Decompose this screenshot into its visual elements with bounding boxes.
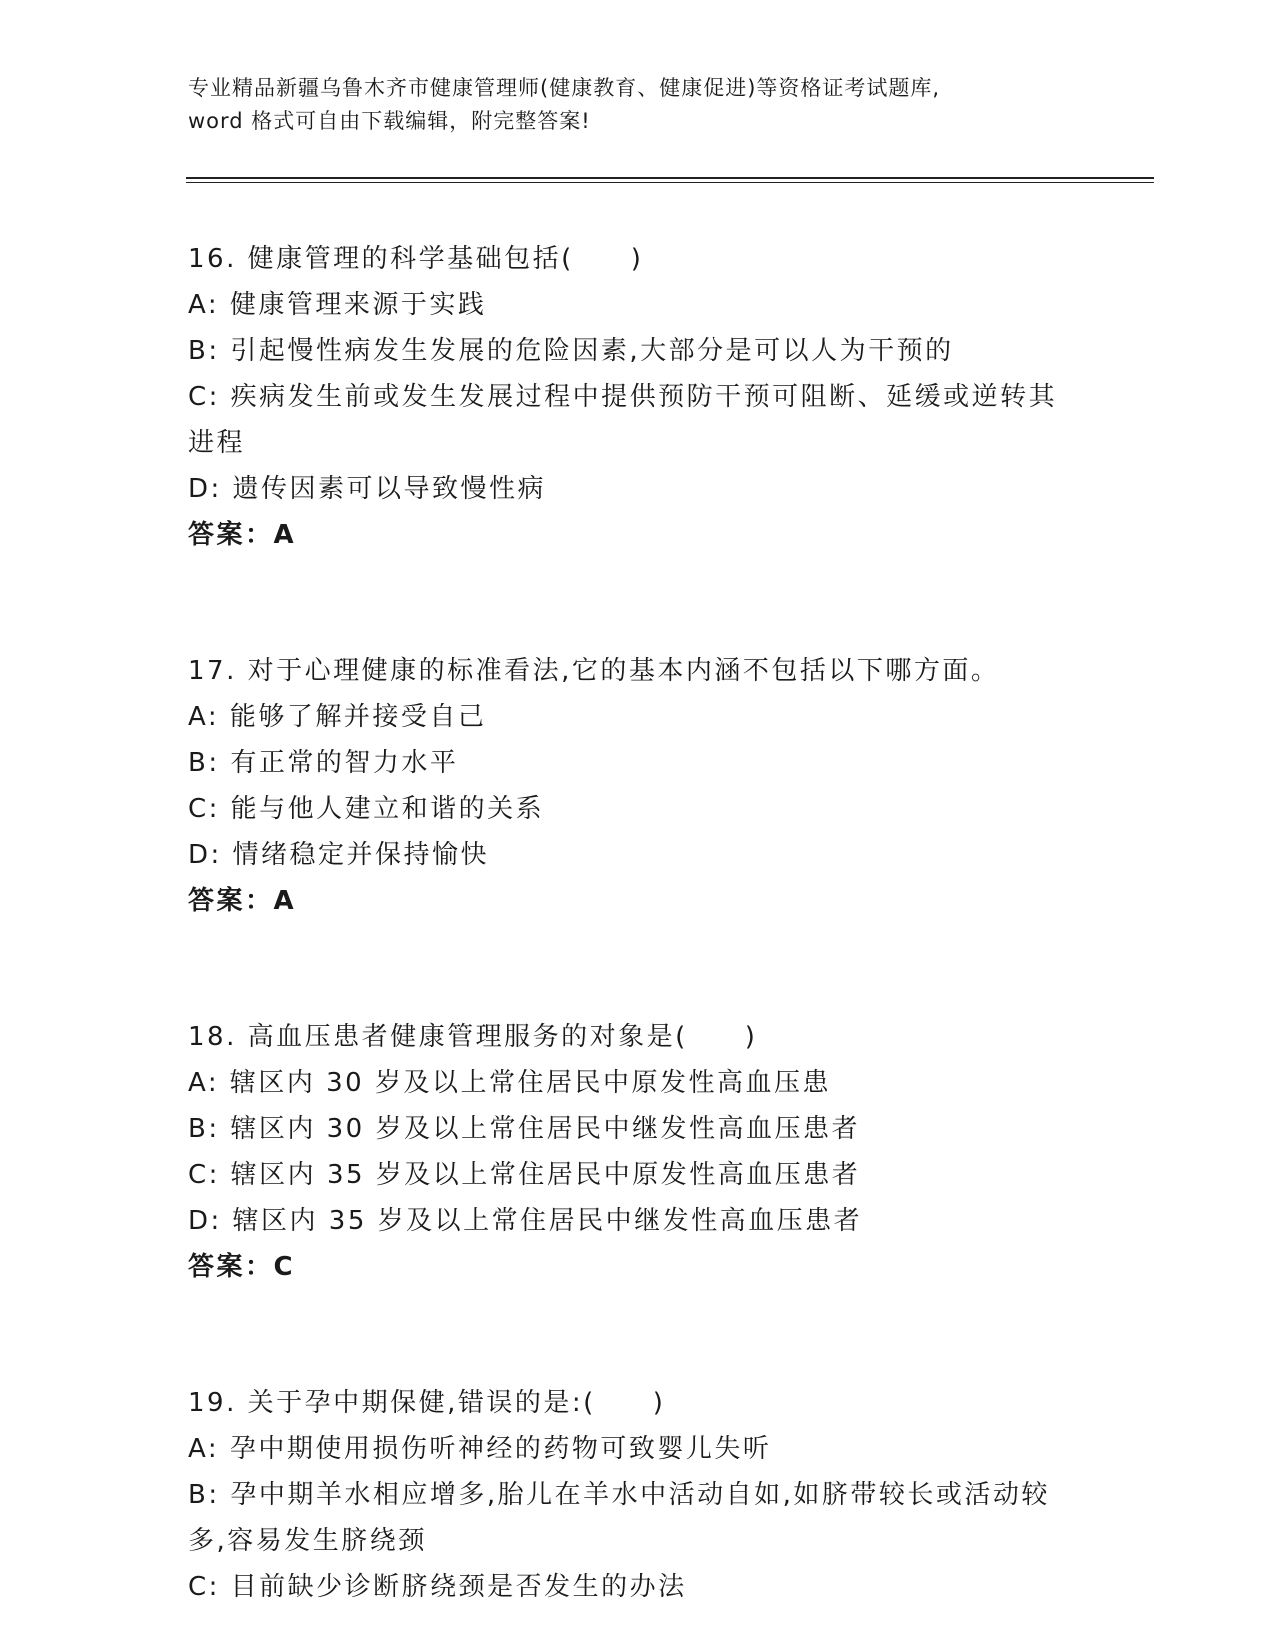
- header-divider-thin: [186, 182, 1154, 183]
- option-c: C: 辖区内 35 岁及以上常住居民中原发性高血压患者: [188, 1160, 861, 1190]
- option-c: C: 能与他人建立和谐的关系: [188, 794, 545, 824]
- question-spacer: [188, 924, 1088, 1014]
- option-a: A: 能够了解并接受自己: [188, 702, 487, 732]
- header-line-2: word 格式可自由下载编辑，附完整答案!: [188, 109, 591, 133]
- option-c: C: 疾病发生前或发生发展过程中提供预防干预可阻断、延缓或逆转其: [188, 382, 1058, 412]
- option-b: B: 引起慢性病发生发展的危险因素,大部分是可以人为干预的: [188, 336, 954, 366]
- header-divider-thick: [186, 177, 1154, 179]
- question-stem: 17. 对于心理健康的标准看法,它的基本内涵不包括以下哪方面。: [188, 656, 1000, 686]
- question-18: [188, 1014, 1088, 1290]
- option-b: B: 有正常的智力水平: [188, 748, 459, 778]
- answer: 答案：C: [188, 1252, 296, 1282]
- question-stem: 18. 高血压患者健康管理服务的对象是( ): [188, 1022, 758, 1052]
- question-list: [188, 236, 1088, 1610]
- option-b-continued: 多,容易发生脐绕颈: [188, 1526, 427, 1556]
- option-a: A: 孕中期使用损伤听神经的药物可致婴儿失听: [188, 1434, 772, 1464]
- option-b: B: 孕中期羊水相应增多,胎儿在羊水中活动自如,如脐带较长或活动较: [188, 1480, 1050, 1510]
- header-line-1: 专业精品新疆乌鲁木齐市健康管理师(健康教育、健康促进)等资格证考试题库,: [188, 76, 941, 100]
- option-c: C: 目前缺少诊断脐绕颈是否发生的办法: [188, 1572, 687, 1602]
- answer: 答案：A: [188, 520, 297, 550]
- question-16: [188, 236, 1088, 558]
- question-spacer: [188, 558, 1088, 648]
- option-b: B: 辖区内 30 岁及以上常住居民中继发性高血压患者: [188, 1114, 860, 1144]
- question-stem: 16. 健康管理的科学基础包括( ): [188, 244, 644, 274]
- option-c-continued: 进程: [188, 428, 246, 458]
- option-a: A: 健康管理来源于实践: [188, 290, 487, 320]
- question-stem: 19. 关于孕中期保健,错误的是:( ): [188, 1388, 666, 1418]
- option-a: A: 辖区内 30 岁及以上常住居民中原发性高血压患: [188, 1068, 831, 1098]
- option-d: D: 遗传因素可以导致慢性病: [188, 474, 547, 504]
- answer: 答案：A: [188, 886, 297, 916]
- option-d: D: 情绪稳定并保持愉快: [188, 840, 490, 870]
- document-header: [188, 72, 1068, 138]
- option-d: D: 辖区内 35 岁及以上常住居民中继发性高血压患者: [188, 1206, 863, 1236]
- question-spacer: [188, 1290, 1088, 1380]
- question-17: [188, 648, 1088, 924]
- question-19: [188, 1380, 1088, 1610]
